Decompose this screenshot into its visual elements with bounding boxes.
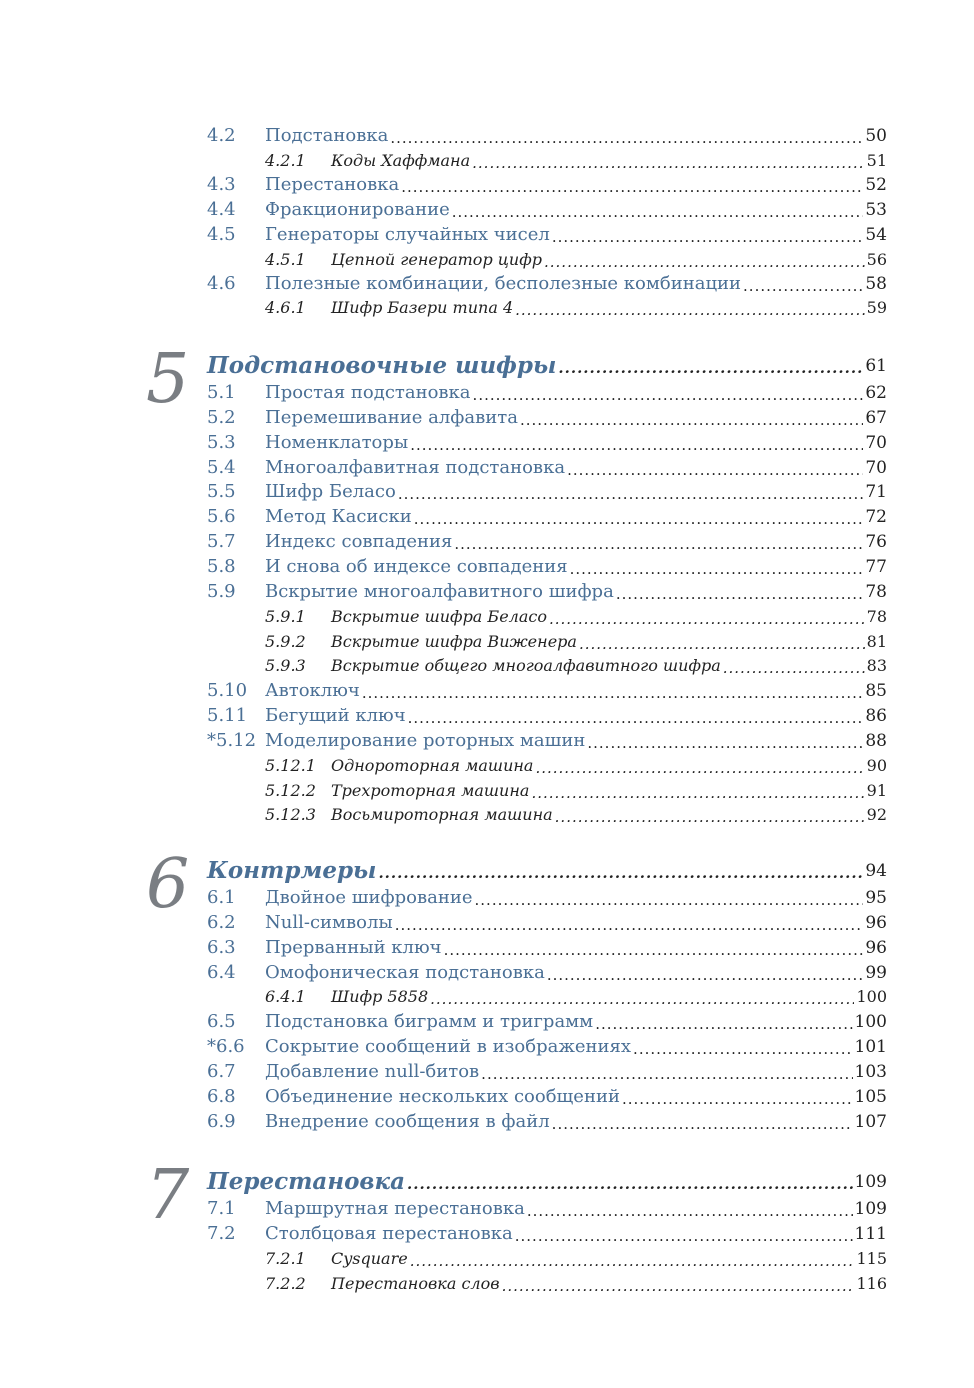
- chapter-title: Подстановочные шифры: [207, 352, 557, 379]
- page-number: 50: [865, 126, 887, 146]
- section-title: Восьмироторная машина: [331, 805, 553, 824]
- section-number: 4.5: [207, 224, 236, 245]
- section-number: 7.2: [207, 1223, 236, 1244]
- dot-leader: [743, 277, 863, 295]
- section-number: 4.5.1: [265, 250, 306, 269]
- section-title: Цепной генератор цифр: [331, 250, 542, 269]
- section-number: 5.9.3: [265, 656, 306, 675]
- page-number: 105: [854, 1087, 887, 1107]
- page-number: 58: [865, 274, 887, 294]
- section-title: Подстановка биграмм и триграмм: [265, 1011, 594, 1032]
- page-number: 78: [865, 582, 887, 602]
- chapter-number: 5: [146, 340, 190, 419]
- page-number: 90: [866, 756, 887, 775]
- page-number: 81: [866, 632, 887, 651]
- toc-section-entry[interactable]: [207, 679, 887, 703]
- dot-leader: [475, 891, 864, 909]
- dot-leader: [723, 659, 865, 677]
- section-title: Маршрутная перестановка: [265, 1198, 525, 1219]
- section-title: Перемешивание алфавита: [265, 407, 518, 428]
- page-number: 107: [854, 1112, 887, 1132]
- chapter-heading-entry[interactable]: [207, 853, 887, 883]
- page-number: 99: [865, 963, 887, 983]
- section-title: Метод Касиски: [265, 506, 412, 527]
- section-number: 4.3: [207, 174, 236, 195]
- section-title: Трехроторная машина: [331, 781, 530, 800]
- section-number: 5.5: [207, 481, 236, 502]
- page-number: 111: [854, 1224, 887, 1244]
- toc-section-entry[interactable]: [207, 1060, 887, 1084]
- toc-section-entry[interactable]: [207, 1010, 887, 1034]
- page-number: 78: [866, 607, 887, 626]
- chapter-heading-entry[interactable]: [207, 348, 887, 378]
- toc-subsection-entry[interactable]: [207, 248, 887, 272]
- dot-leader: [527, 1202, 853, 1220]
- chapter-title: Перестановка: [207, 1168, 406, 1195]
- dot-leader: [408, 709, 864, 727]
- section-number: 5.6: [207, 506, 236, 527]
- section-number: 4.2.1: [265, 151, 306, 170]
- dot-leader: [401, 178, 863, 196]
- dot-leader: [622, 1090, 853, 1108]
- section-number: 5.9.1: [265, 607, 306, 626]
- toc-section-entry[interactable]: [207, 1035, 887, 1059]
- section-title: Cysquare: [331, 1249, 408, 1268]
- section-number: 6.3: [207, 937, 236, 958]
- section-number: 4.6: [207, 273, 236, 294]
- section-number: 5.7: [207, 531, 236, 552]
- dot-leader: [395, 916, 864, 934]
- toc-subsection-entry[interactable]: [207, 654, 887, 678]
- dot-leader: [444, 941, 864, 959]
- section-number: 6.4: [207, 962, 236, 983]
- chapter-heading-entry[interactable]: [207, 1164, 887, 1194]
- toc-section-entry[interactable]: [207, 1110, 887, 1134]
- section-title: Многоалфавитная подстановка: [265, 457, 566, 478]
- page-number: 116: [856, 1274, 887, 1293]
- toc-subsection-entry[interactable]: [207, 630, 887, 654]
- section-title: Омофоническая подстановка: [265, 962, 545, 983]
- section-number: 6.8: [207, 1086, 236, 1107]
- section-title: Перестановка: [265, 174, 400, 195]
- page-number: 95: [865, 888, 887, 908]
- section-title: Индекс совпадения: [265, 531, 453, 552]
- page-number: 92: [866, 805, 887, 824]
- toc-section-entry[interactable]: [207, 406, 887, 430]
- dot-leader: [410, 436, 863, 454]
- toc-section-entry[interactable]: [207, 381, 887, 405]
- section-number: *5.12: [207, 730, 257, 751]
- page-number: 52: [865, 175, 887, 195]
- toc-section-entry[interactable]: [207, 198, 887, 222]
- page-number: 88: [865, 731, 887, 751]
- dot-leader: [595, 1015, 852, 1033]
- page-number: 101: [854, 1037, 887, 1057]
- toc-section-entry[interactable]: [207, 555, 887, 579]
- section-title: Бегущий ключ: [265, 705, 406, 726]
- section-number: 5.10: [207, 680, 248, 701]
- dot-leader: [472, 154, 865, 172]
- section-title: Сокрытие сообщений в изображениях: [265, 1036, 632, 1057]
- section-number: 5.9: [207, 581, 236, 602]
- toc-subsection-entry[interactable]: [207, 779, 887, 803]
- page-number: 70: [865, 433, 887, 453]
- dot-leader: [410, 1252, 855, 1270]
- section-title: Полезные комбинации, бесполезные комбинации: [265, 273, 742, 294]
- page-number: 76: [865, 532, 887, 552]
- toc-section-entry[interactable]: [207, 704, 887, 728]
- page-number: 103: [854, 1062, 887, 1082]
- section-number: 5.2: [207, 407, 236, 428]
- toc-section-entry[interactable]: [207, 530, 887, 554]
- dot-leader: [558, 359, 863, 377]
- page-number: 62: [865, 383, 887, 403]
- dot-leader: [502, 1277, 855, 1295]
- dot-leader: [587, 734, 863, 752]
- dot-leader: [481, 1065, 852, 1083]
- toc-section-entry[interactable]: [207, 223, 887, 247]
- dot-leader: [549, 610, 865, 628]
- page-number: 53: [865, 200, 887, 220]
- dot-leader: [473, 386, 864, 404]
- dot-leader: [398, 485, 864, 503]
- section-title: Столбцовая перестановка: [265, 1223, 513, 1244]
- page-number: 61: [865, 356, 887, 376]
- toc-section-entry[interactable]: [207, 729, 887, 753]
- section-number: 5.12.1: [265, 756, 316, 775]
- page-number: 109: [854, 1172, 887, 1192]
- toc-section-entry[interactable]: [207, 936, 887, 960]
- toc-section-entry[interactable]: [207, 272, 887, 296]
- section-title: И снова об индексе совпадения: [265, 556, 568, 577]
- toc-subsection-entry[interactable]: [207, 296, 887, 320]
- toc-subsection-entry[interactable]: [207, 1247, 887, 1271]
- section-title: Вскрытие шифра Беласо: [331, 607, 547, 626]
- page-number: 115: [856, 1249, 887, 1268]
- dot-leader: [547, 966, 864, 984]
- section-number: 6.4.1: [265, 987, 306, 1006]
- page-number: 86: [865, 706, 887, 726]
- dot-leader: [515, 301, 865, 319]
- toc-section-entry[interactable]: [207, 886, 887, 910]
- section-number: 6.2: [207, 912, 236, 933]
- section-title: Автоключ: [265, 680, 360, 701]
- page-number: 91: [866, 781, 887, 800]
- page-number: 67: [865, 408, 887, 428]
- toc-section-entry[interactable]: [207, 431, 887, 455]
- section-title: Фракционирование: [265, 199, 450, 220]
- section-number: 4.4: [207, 199, 236, 220]
- dot-leader: [390, 129, 863, 147]
- toc-subsection-entry[interactable]: [207, 803, 887, 827]
- page-number: 59: [866, 298, 887, 317]
- dot-leader: [544, 253, 865, 271]
- toc-subsection-entry[interactable]: [207, 149, 887, 173]
- page-number: 83: [866, 656, 887, 675]
- dot-leader: [362, 684, 864, 702]
- toc-section-entry[interactable]: [207, 480, 887, 504]
- section-title: Шифр Базери типа 4: [331, 298, 514, 317]
- section-number: 5.12.2: [265, 781, 316, 800]
- section-number: *6.6: [207, 1036, 245, 1057]
- toc-subsection-entry[interactable]: [207, 985, 887, 1009]
- section-title: Прерванный ключ: [265, 937, 442, 958]
- chapter-title: Контрмеры: [207, 857, 377, 884]
- page-number: 71: [865, 482, 887, 502]
- section-number: 7.1: [207, 1198, 236, 1219]
- section-number: 5.1: [207, 382, 236, 403]
- section-title: Null-символы: [265, 912, 393, 933]
- section-title: Двойное шифрование: [265, 887, 473, 908]
- section-number: 7.2.2: [265, 1274, 306, 1293]
- dot-leader: [570, 560, 864, 578]
- section-title: Вскрытие общего многоалфавитного шифра: [331, 656, 721, 675]
- dot-leader: [567, 461, 863, 479]
- chapter-number: 7: [146, 1156, 190, 1235]
- dot-leader: [378, 864, 863, 882]
- toc-section-entry[interactable]: [207, 124, 887, 148]
- page-number: 100: [856, 987, 887, 1006]
- dot-leader: [515, 1227, 853, 1245]
- dot-leader: [633, 1040, 853, 1058]
- toc-subsection-entry[interactable]: [207, 1272, 887, 1296]
- page-number: 96: [865, 913, 887, 933]
- toc-section-entry[interactable]: [207, 580, 887, 604]
- section-number: 5.4: [207, 457, 236, 478]
- section-number: 5.9.2: [265, 632, 306, 651]
- page-number: 94: [865, 861, 887, 881]
- toc-section-entry[interactable]: [207, 1197, 887, 1221]
- section-number: 4.6.1: [265, 298, 306, 317]
- section-number: 5.8: [207, 556, 236, 577]
- dot-leader: [407, 1175, 853, 1193]
- section-title: Подстановка: [265, 125, 389, 146]
- toc-section-entry[interactable]: [207, 456, 887, 480]
- dot-leader: [452, 203, 864, 221]
- page-number: 109: [854, 1199, 887, 1219]
- section-number: 7.2.1: [265, 1249, 306, 1268]
- section-number: 6.5: [207, 1011, 236, 1032]
- dot-leader: [552, 1115, 853, 1133]
- dot-leader: [616, 585, 864, 603]
- section-title: Перестановка слов: [331, 1274, 500, 1293]
- section-title: Вскрытие шифра Виженера: [331, 632, 577, 651]
- page-number: 85: [865, 681, 887, 701]
- section-title: Добавление null-битов: [265, 1061, 480, 1082]
- dot-leader: [535, 759, 864, 777]
- dot-leader: [520, 411, 863, 429]
- section-title: Внедрение сообщения в файл: [265, 1111, 550, 1132]
- section-title: Объединение нескольких сообщений: [265, 1086, 620, 1107]
- section-title: Однороторная машина: [331, 756, 534, 775]
- dot-leader: [552, 228, 864, 246]
- section-title: Простая подстановка: [265, 382, 471, 403]
- page-number: 77: [865, 557, 887, 577]
- section-number: 6.7: [207, 1061, 236, 1082]
- section-number: 5.11: [207, 705, 248, 726]
- section-title: Моделирование роторных машин: [265, 730, 586, 751]
- dot-leader: [531, 784, 864, 802]
- dot-leader: [414, 510, 864, 528]
- chapter-number: 6: [146, 845, 190, 924]
- section-title: Вскрытие многоалфавитного шифра: [265, 581, 614, 602]
- page-number: 54: [865, 225, 887, 245]
- section-number: 5.12.3: [265, 805, 316, 824]
- page-number: 56: [866, 250, 887, 269]
- page-number: 70: [865, 458, 887, 478]
- section-number: 4.2: [207, 125, 236, 146]
- dot-leader: [454, 535, 863, 553]
- page-number: 51: [866, 151, 887, 170]
- section-number: 6.1: [207, 887, 236, 908]
- page-number: 96: [865, 938, 887, 958]
- dot-leader: [579, 635, 865, 653]
- toc-subsection-entry[interactable]: [207, 605, 887, 629]
- dot-leader: [555, 808, 865, 826]
- dot-leader: [430, 990, 854, 1008]
- section-number: 6.9: [207, 1111, 236, 1132]
- section-number: 5.3: [207, 432, 236, 453]
- toc-section-entry[interactable]: [207, 961, 887, 985]
- section-title: Шифр Беласо: [265, 481, 396, 502]
- toc-section-entry[interactable]: [207, 1085, 887, 1109]
- toc-section-entry[interactable]: [207, 505, 887, 529]
- toc-section-entry[interactable]: [207, 911, 887, 935]
- page-number: 72: [865, 507, 887, 527]
- section-title: Шифр 5858: [331, 987, 429, 1006]
- section-title: Коды Хаффмана: [331, 151, 471, 170]
- section-title: Номенклаторы: [265, 432, 409, 453]
- toc-section-entry[interactable]: [207, 173, 887, 197]
- page-number: 100: [854, 1012, 887, 1032]
- toc-subsection-entry[interactable]: [207, 754, 887, 778]
- section-title: Генераторы случайных чисел: [265, 224, 550, 245]
- toc-section-entry[interactable]: [207, 1222, 887, 1246]
